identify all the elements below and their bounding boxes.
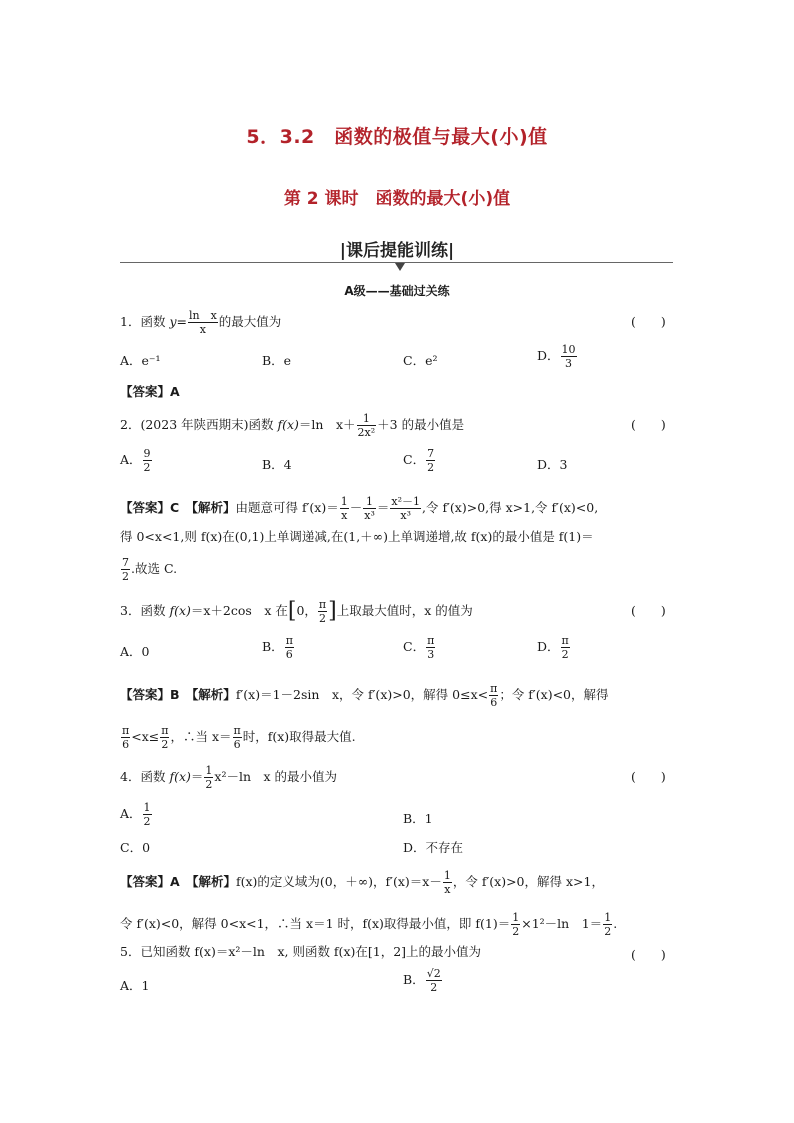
- q2-option-c: [403, 447, 436, 474]
- q1-fraction: [188, 309, 218, 336]
- q3-a-f2-num: π: [122, 724, 130, 737]
- q4-analysis-line-1: [120, 869, 604, 896]
- q3-optc-num: π: [427, 634, 435, 647]
- question-3: [120, 598, 473, 625]
- q4-opta-den: 2: [143, 815, 151, 828]
- q3-a2c: 时，f(x)取得最大值.: [242, 729, 356, 744]
- q3-analysis-line-2: [120, 724, 356, 751]
- q4-a-f3-num: 1: [604, 911, 612, 924]
- q3-analysis-line-1: [120, 682, 609, 709]
- q3-a-frac2: [121, 724, 130, 751]
- q1-answer: 【答案】A: [120, 384, 180, 399]
- q3-optb-label: B．: [262, 639, 284, 654]
- lesson-subtitle: 第 2 课时 函数的最大(小)值: [283, 189, 511, 209]
- q3-a1b: ；令 f′(x)<0，解得: [499, 687, 609, 702]
- question-2: [120, 412, 464, 439]
- q2-a-f4-num: 7: [122, 556, 129, 569]
- q2-opta-label: A．: [120, 452, 142, 467]
- answer-paren: ( ): [631, 769, 666, 784]
- q5-optb-label: B．: [403, 972, 425, 987]
- q2-a1c: ＝: [376, 500, 390, 515]
- q1-optd-num: 10: [561, 343, 576, 356]
- q2-a-f1-den: x: [341, 509, 348, 522]
- q4-analysis-label: 【解析】: [192, 874, 236, 889]
- q2-optc-label: C．: [403, 452, 426, 467]
- q3-a-f2-den: 6: [122, 738, 130, 751]
- q5-optb-num: √2: [426, 967, 441, 980]
- q3-int-frac: [318, 598, 327, 625]
- q2-analysis-line-3: [120, 556, 177, 583]
- level-heading: A级——基础过关练: [344, 284, 450, 298]
- q1-frac-den: x: [199, 323, 206, 336]
- q3-optb-num: π: [285, 634, 293, 647]
- q4-a-f1-num: 1: [443, 869, 451, 882]
- q1-eq: =: [176, 314, 187, 329]
- question-4: [120, 764, 337, 791]
- q4-prefix: 4．函数: [120, 769, 170, 784]
- q5-option-b: [403, 967, 443, 994]
- q3-answer: 【答案】B: [120, 687, 180, 702]
- q2-fraction: [357, 412, 377, 439]
- q4-opta-frac: [143, 801, 152, 828]
- q4-a-frac1: [443, 869, 452, 896]
- q2-answer: 【答案】C: [120, 500, 180, 515]
- q3-a1a: f′(x)＝1－2sin x，令 f′(x)>0，解得 0≤x<: [235, 687, 489, 702]
- answer-paren: ( ): [631, 314, 666, 329]
- q4-a2c: .: [613, 916, 618, 931]
- q1-option-c: C．e²: [403, 353, 438, 368]
- q3-option-a: A．0: [120, 644, 150, 659]
- q4-a1b: ，令 f′(x)>0，解得 x>1，: [452, 874, 604, 889]
- q3-a-f4-num: π: [233, 724, 241, 737]
- q1-optd-den: 3: [565, 357, 573, 370]
- q4-frac-den: 2: [205, 778, 213, 791]
- q4-answer: 【答案】A: [120, 874, 180, 889]
- q4-analysis-line-2: [120, 911, 617, 938]
- q3-a2a: <x≤: [131, 729, 160, 744]
- down-triangle-icon: [395, 263, 405, 271]
- q3-suffix: 上取最大值时，x 的值为: [336, 603, 473, 618]
- q2-a1d: ,令 f′(x)>0,得 x>1,令 f′(x)<0,: [422, 500, 599, 515]
- q1-y: y: [169, 314, 177, 329]
- q5-option-a: A．1: [120, 978, 150, 993]
- q3-optd-frac: [561, 634, 570, 661]
- q2-a-frac1: [340, 495, 349, 522]
- q2-a-frac3: [390, 495, 421, 522]
- q4-a-f1-den: x: [444, 883, 451, 896]
- q2-body: ＝ln x＋: [298, 417, 356, 432]
- q2-analysis-line-1: [120, 495, 598, 522]
- q2-frac-den: 2x²: [357, 426, 376, 439]
- q4-option-d: D．不存在: [403, 840, 464, 855]
- q2-a3: .故选 C.: [131, 561, 178, 576]
- q3-a-f3-den: 2: [161, 738, 169, 751]
- q2-opta-num: 9: [143, 447, 151, 460]
- exercise-banner: |课后提能训练|: [339, 241, 455, 261]
- q2-opta-frac: [143, 447, 152, 474]
- q4-a2b: ×1²－ln 1＝: [521, 916, 603, 931]
- q2-a-f2-num: 1: [363, 495, 376, 509]
- q4-a-f3-den: 2: [604, 925, 612, 938]
- q3-a-f4-den: 6: [233, 738, 241, 751]
- q3-optd-den: 2: [561, 648, 569, 661]
- q4-a1a: f(x)的定义域为(0，＋∞)，f′(x)＝x－: [235, 874, 442, 889]
- q4-a-frac2: [511, 911, 520, 938]
- answer-paren: ( ): [631, 603, 666, 618]
- question-1: [120, 309, 281, 336]
- q3-interval-a: 0，: [296, 603, 317, 618]
- q2-fx: f(x): [277, 417, 299, 432]
- q4-a-f2-den: 2: [512, 925, 520, 938]
- q3-fx: f(x): [169, 603, 191, 618]
- q2-a1b: －: [349, 500, 363, 515]
- answer-paren: ( ): [631, 947, 666, 962]
- q2-suffix: ＋3 的最小值是: [377, 417, 465, 432]
- question-5: 5．已知函数 f(x)＝x²－ln x, 则函数 f(x)在[1，2]上的最小值为: [120, 944, 482, 959]
- q3-a-frac4: [233, 724, 242, 751]
- q3-body: ＝x＋2cos x 在: [190, 603, 288, 618]
- q3-optc-frac: [426, 634, 435, 661]
- q2-option-a: [120, 447, 153, 474]
- q2-optc-frac: [426, 447, 435, 474]
- q3-optd-label: D．: [537, 639, 560, 654]
- q3-right-bracket: ]: [328, 598, 337, 624]
- q2-frac-num: 1: [357, 412, 377, 426]
- q2-a-frac2: [363, 495, 376, 522]
- q2-option-b: B．4: [262, 457, 292, 472]
- q2-a-f3-num: x²－1: [391, 495, 420, 508]
- q4-opta-num: 1: [143, 801, 151, 814]
- q3-optb-frac: [285, 634, 294, 661]
- q4-suffix: x²－ln x 的最小值为: [214, 769, 338, 784]
- q2-analysis-line-2: [120, 527, 594, 547]
- q3-a-f1-den: 6: [490, 696, 498, 709]
- q1-optd-label: D．: [537, 348, 560, 363]
- q4-opta-label: A．: [120, 806, 142, 821]
- q2-a-f3-den: x³: [400, 509, 411, 522]
- q4-fraction: [204, 764, 213, 791]
- q2-opta-den: 2: [143, 461, 151, 474]
- q2-analysis-label: 【解析】: [191, 500, 236, 515]
- q2-prefix: 2．(2023 年陕西期末)函数: [120, 417, 278, 432]
- q1-frac-num: ln x: [188, 309, 217, 322]
- q2-a-f2-den: x³: [364, 509, 375, 522]
- q3-optc-label: C．: [403, 639, 426, 654]
- q4-option-c: C．0: [120, 840, 151, 855]
- q4-frac-num: 1: [205, 764, 213, 777]
- q3-option-b: [262, 634, 295, 661]
- q2-optc-num: 7: [427, 447, 435, 460]
- q3-int-num: π: [318, 598, 327, 611]
- q2-a1a: 由题意可得 f′(x)＝: [235, 500, 339, 515]
- q4-option-a: [120, 801, 153, 828]
- q3-option-d: [537, 634, 571, 661]
- q3-optd-num: π: [561, 634, 569, 647]
- q1-option-a: A．e⁻¹: [120, 353, 161, 368]
- q4-a-f2-num: 1: [512, 911, 520, 924]
- q4-a2a: 令 f′(x)<0，解得 0<x<1，∴当 x＝1 时，f(x)取得最小值，即 f(1)＝: [120, 916, 511, 931]
- q2-optc-den: 2: [427, 461, 435, 474]
- answer-paren: ( ): [631, 417, 666, 432]
- q2-a-f1-num: 1: [340, 495, 348, 508]
- section-title: 5．3.2 函数的极值与最大(小)值: [246, 126, 548, 148]
- q2-a-f4-den: 2: [122, 570, 129, 583]
- q3-a-f1-num: π: [490, 682, 498, 695]
- q3-analysis-label: 【解析】: [192, 687, 236, 702]
- q4-option-b: B．1: [403, 811, 433, 826]
- q3-int-den: 2: [319, 612, 326, 625]
- q3-a-f3-num: π: [161, 724, 169, 737]
- q2-option-d: D．3: [537, 457, 568, 472]
- q3-a-frac3: [160, 724, 169, 751]
- q4-a-frac3: [603, 911, 612, 938]
- q5-optb-den: 2: [430, 981, 438, 994]
- q1-prefix: 1．函数: [120, 314, 170, 329]
- q5-optb-frac: [426, 967, 442, 994]
- q4-eq: ＝: [190, 769, 204, 784]
- q1-option-b: B．e: [262, 353, 292, 368]
- q3-optc-den: 3: [427, 648, 435, 661]
- q1-suffix: 的最大值为: [218, 314, 282, 329]
- q3-prefix: 3．函数: [120, 603, 170, 618]
- q3-a2b: ，∴当 x＝: [170, 729, 232, 744]
- q3-option-c: [403, 634, 436, 661]
- q2-a2: 得 0<x<1,则 f(x)在(0,1)上单调递减,在(1,＋∞)上单调递增,故 f(x)的最小值是 f(1)＝: [120, 529, 594, 544]
- q1-option-d: [537, 343, 578, 370]
- q3-left-bracket: [: [287, 598, 297, 624]
- q2-a-frac4: [121, 556, 130, 583]
- q3-a-frac1: [489, 682, 498, 709]
- q4-fx: f(x): [169, 769, 191, 784]
- q1-optd-frac: [561, 343, 577, 370]
- q3-optb-den: 6: [285, 648, 293, 661]
